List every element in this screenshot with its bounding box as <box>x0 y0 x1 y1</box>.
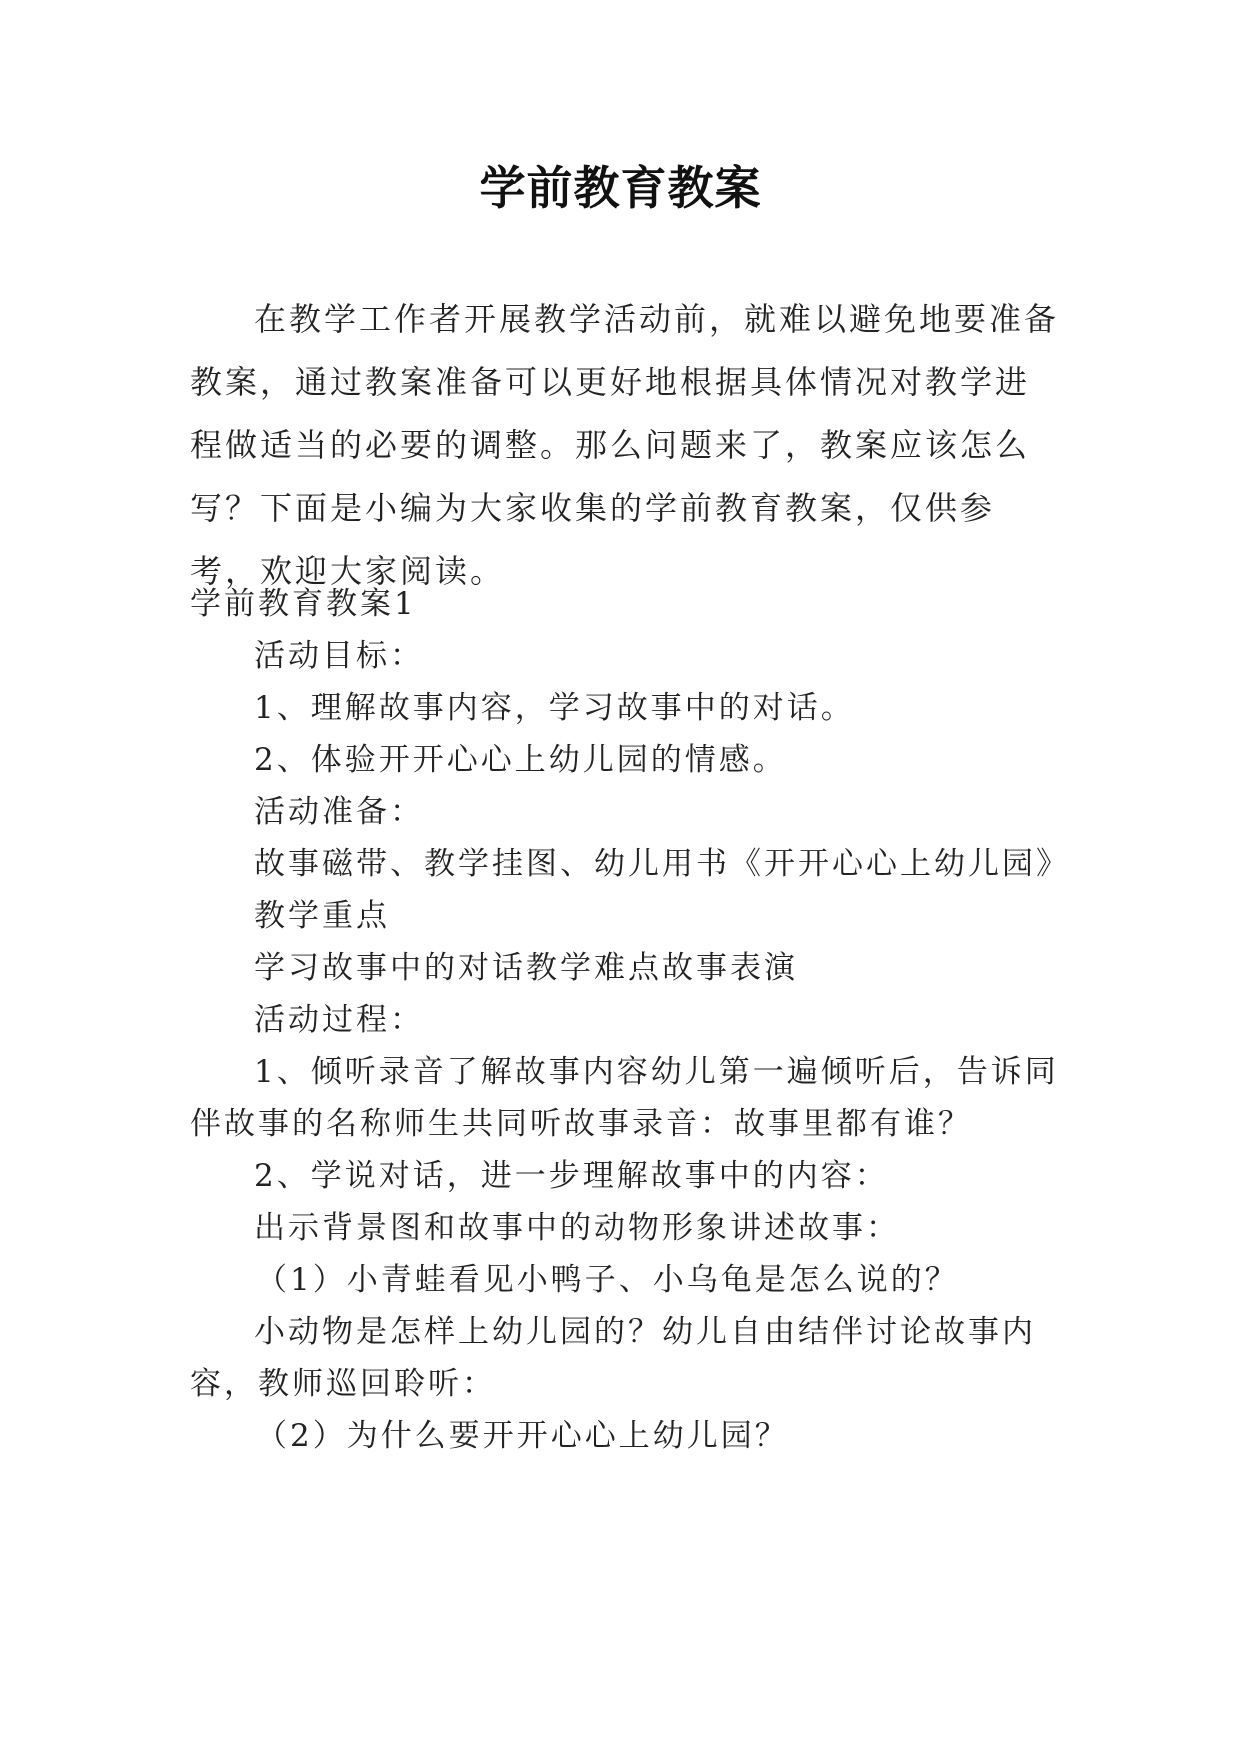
teaching-focus-heading: 教学重点 <box>254 898 390 934</box>
process-step-2-detail: 出示背景图和故事中的动物形象讲述故事： <box>254 1210 900 1246</box>
process-step-1-line-2: 伴故事的名称师生共同听故事录音：故事里都有谁？ <box>190 1106 972 1142</box>
teaching-focus-text: 学习故事中的对话教学难点故事表演 <box>254 950 798 986</box>
question-1: （1）小青蛙看见小鸭子、小乌龟是怎么说的？ <box>256 1262 959 1298</box>
activity-goals-heading: 活动目标： <box>254 638 424 674</box>
goal-item-2: 2、体验开开心心上幼儿园的情感。 <box>254 742 787 778</box>
process-step-1-line-1: 1、倾听录音了解故事内容幼儿第一遍倾听后，告诉同 <box>254 1054 1059 1090</box>
prep-materials: 故事磁带、教学挂图、幼儿用书《开开心心上幼儿园》 <box>254 846 1070 882</box>
discussion-line-2: 容，教师巡回聆听： <box>190 1366 496 1402</box>
discussion-line-1: 小动物是怎样上幼儿园的？幼儿自由结伴讨论故事内 <box>254 1314 1036 1350</box>
section-heading: 学前教育教案1 <box>190 586 417 622</box>
process-step-2: 2、学说对话，进一步理解故事中的内容： <box>254 1158 889 1194</box>
question-2: （2）为什么要开开心心上幼儿园？ <box>256 1418 789 1454</box>
goal-item-1: 1、理解故事内容，学习故事中的对话。 <box>254 690 855 726</box>
activity-process-heading: 活动过程： <box>254 1002 424 1038</box>
document-title: 学前教育教案 <box>479 161 762 215</box>
activity-prep-heading: 活动准备： <box>254 794 424 830</box>
intro-paragraph: 在教学工作者开展教学活动前，就难以避免地要准备教案，通过教案准备可以更好地根据具体情况对教学进程做适当的必要的调整。那么问题来了，教案应该怎么写？下面是小编为大家收集的学前教育教案，仅供参考，欢迎大家阅读。 <box>190 300 1060 590</box>
